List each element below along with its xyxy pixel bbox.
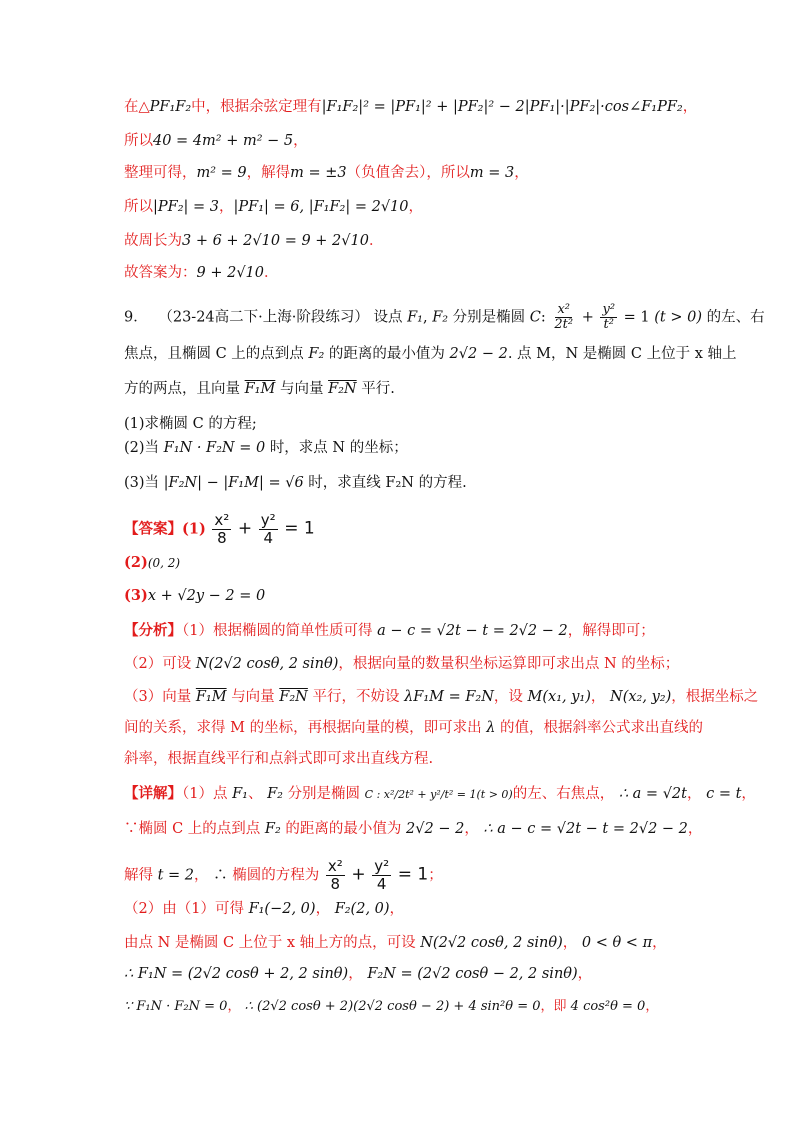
- math-n-param: N(2√2 cosθ, 2 sinθ): [420, 935, 563, 951]
- solution-line: [124, 262, 279, 284]
- fraction-denominator: 4: [263, 529, 273, 547]
- text: ，根据坐标之: [671, 689, 759, 705]
- fraction-denominator: 8: [217, 529, 227, 547]
- text: 椭圆的方程为: [232, 867, 320, 884]
- text: 焦点，且椭圆 C 上的点到点: [124, 346, 304, 362]
- text: ，: [408, 199, 424, 215]
- math-a-minus-c: ∴ a − c = √2t − t = 2√2 − 2: [483, 821, 688, 837]
- detail-line-2: [124, 818, 702, 840]
- math-c-value: c = t: [706, 786, 742, 802]
- question-1: [124, 413, 257, 435]
- text: 中，根据余弦定理有: [191, 99, 322, 115]
- math-a-minus-c: a − c = √2t − t = 2√2 − 2: [377, 623, 568, 639]
- answer-line-1: [124, 512, 315, 547]
- condition: (t > 0): [654, 309, 702, 326]
- detail-line-7: [124, 996, 658, 1018]
- detail-label: 【详解】: [124, 785, 182, 802]
- text: 分别是椭圆: [452, 309, 526, 326]
- math-min-value: 2√2 − 2: [406, 821, 465, 837]
- text: 方的两点，且向量: [124, 381, 240, 397]
- math-ellipse-equation: C : x²/2t² + y²/t² = 1(t > 0): [364, 788, 513, 801]
- answer-fraction-x: [212, 512, 231, 547]
- colon: :: [540, 309, 546, 326]
- text: （1）点: [182, 786, 228, 802]
- math-expression: |F₁F₂|² = |PF₁|² + |PF₂|² − 2|PF₁|·|PF₂|·cos∠F₁PF₂: [321, 99, 683, 115]
- math-t-value: t = 2: [157, 867, 195, 884]
- text: ，: [687, 821, 703, 837]
- fraction-x: [552, 303, 575, 332]
- vector-f1m: F₁M: [244, 381, 276, 397]
- text: 故周长为: [124, 233, 182, 249]
- math-f2: F₂: [264, 821, 281, 837]
- answer-line-3: [124, 585, 265, 607]
- math-theta-range: 0 < θ < π: [581, 935, 653, 951]
- text: 的值，根据斜率公式求出直线的: [500, 720, 703, 736]
- vector-f2n: F₂N: [328, 381, 357, 397]
- text: ，: [686, 786, 702, 802]
- text: ；: [428, 867, 443, 884]
- text: 由点 N 是椭圆 C 上位于 x 轴上方的点，可设: [124, 935, 416, 951]
- text: 的距离的最小值为: [285, 821, 402, 837]
- math-expression: |PF₁| = 6, |F₁F₂| = 2√10: [233, 199, 409, 215]
- math-expression: PF₁F₂: [149, 99, 192, 115]
- text: （2）由（1）可得: [124, 901, 244, 917]
- math-expression: 40 = 4m² + m² − 5: [153, 133, 294, 149]
- text: 故答案为：: [124, 265, 197, 281]
- solution-line: [124, 130, 308, 152]
- solution-line: [124, 196, 423, 218]
- text: 设点: [373, 309, 403, 326]
- fraction-numerator: y²: [260, 511, 276, 529]
- text: 的左、右焦点，: [512, 786, 615, 802]
- problem-9-line-1: 9． （23-24高二下·上海·阶段练习） 设点 F₁, F₂ 分别是椭圆 C: $\frac{\text{x²}}{\text{2t²}}$ + $\frac{\text{y²}}{\text{t²}}$ = 1 (t > 0) 的左、右: [124, 302, 765, 332]
- text: ．: [368, 233, 384, 249]
- detail-line-5: [124, 932, 667, 954]
- text: ，解得即可；: [567, 623, 655, 639]
- text: 与向量: [231, 689, 275, 705]
- math-lambda-symbol: λ: [486, 720, 496, 736]
- text: 平行，不妨设: [312, 689, 400, 705]
- text: 分别是椭圆: [287, 786, 361, 802]
- problem-number: 9．: [124, 309, 148, 326]
- text: 、: [247, 786, 263, 802]
- math-vector-f1n: ∴ F₁N = (2√2 cosθ + 2, 2 sinθ): [124, 966, 349, 982]
- analysis-line-3: [124, 686, 758, 708]
- math-expression: 3 + 6 + 2√10 = 9 + 2√10: [182, 233, 369, 249]
- text: 的左、右: [706, 309, 765, 326]
- problem-source: （23-24高二下·上海·阶段练习）: [158, 309, 369, 326]
- text: ，即: [540, 999, 567, 1014]
- text: (1)求椭圆 C 的方程;: [124, 416, 257, 432]
- vector-f1m: F₁M: [195, 689, 227, 705]
- math-f2-coords: F₂(2, 0): [334, 901, 390, 917]
- detail-fraction-x: [326, 858, 345, 893]
- math-a-value: ∴ a = √2t: [618, 786, 687, 802]
- plus-sign: +: [351, 864, 366, 885]
- question-3: [124, 472, 467, 494]
- therefore-symbol: ∴: [213, 867, 228, 884]
- text: ，设: [493, 689, 523, 705]
- math-f2: F₂: [432, 309, 449, 326]
- detail-line-3: [124, 858, 443, 893]
- fraction-numerator: x²: [557, 302, 571, 317]
- analysis-line-2: [124, 653, 679, 675]
- fraction-denominator: 4: [376, 875, 387, 893]
- answer-2-label: (2): [124, 554, 148, 571]
- math-expression: |PF₂| = 3: [153, 199, 219, 215]
- math-f1-coords: F₁(−2, 0): [248, 901, 316, 917]
- detail-line-4: [124, 898, 404, 920]
- text: ，: [389, 901, 405, 917]
- solution-line: [124, 230, 383, 252]
- fraction-numerator: y²: [602, 302, 616, 317]
- math-expanded-product: ∴ (2√2 cosθ + 2)(2√2 cosθ − 2) + 4 sin²θ = 0: [244, 999, 541, 1014]
- text: ，根据向量的数量积坐标运算即可求出点 N 的坐标；: [338, 656, 680, 672]
- text: ，: [293, 133, 308, 149]
- problem-9-line-3: [124, 378, 395, 400]
- math-expression: m² = 9: [196, 165, 247, 181]
- text: ，: [315, 901, 331, 917]
- text: 在△: [124, 99, 150, 115]
- text: (2)当: [124, 440, 160, 456]
- text: ，: [194, 867, 209, 884]
- text: 解得: [124, 867, 153, 884]
- text: 间的关系，求得 M 的坐标，再根据向量的模，即可求出: [124, 720, 482, 736]
- math-n-coords: N(x₂, y₂): [610, 689, 672, 705]
- fraction-y: [600, 303, 617, 332]
- solution-line: [124, 162, 529, 184]
- solution-line: [124, 96, 697, 118]
- fraction-numerator: x²: [327, 857, 343, 875]
- question-2: [124, 437, 408, 459]
- math-f1: F₁: [232, 786, 248, 802]
- detail-line-6: [124, 963, 592, 985]
- text: ，: [741, 786, 756, 802]
- text: ，: [219, 199, 234, 215]
- text: ∵椭圆 C 上的点到点: [124, 821, 261, 837]
- text: 时，求直线 F₂N 的方程.: [308, 475, 467, 491]
- plus-sign: +: [581, 309, 594, 326]
- text: 整理可得，: [124, 165, 197, 181]
- equals-one: = 1: [284, 518, 315, 539]
- math-f2: F₂: [308, 346, 325, 362]
- text: ，: [562, 935, 578, 951]
- plus-sign: +: [237, 518, 253, 539]
- analysis-label: 【分析】: [124, 622, 182, 639]
- analysis-line-1: [124, 620, 655, 642]
- answer-3-value: x + √2y − 2 = 0: [147, 588, 266, 604]
- text: ，: [514, 165, 529, 181]
- text: （1）根据椭圆的简单性质可得: [182, 623, 373, 639]
- text: 所以: [124, 199, 153, 215]
- detail-line-1: [124, 783, 756, 806]
- fraction-denominator: t²: [603, 317, 614, 332]
- answer-line-2: [124, 552, 180, 574]
- equals-one: = 1: [397, 864, 429, 885]
- text: ，: [227, 999, 241, 1014]
- text: ，: [590, 689, 606, 705]
- problem-9-line-2: [124, 343, 737, 365]
- text: ．: [264, 265, 279, 281]
- answer-label: 【答案】: [124, 520, 182, 538]
- text: ，: [577, 966, 593, 982]
- text: ，: [645, 999, 659, 1014]
- text: ，: [682, 99, 698, 115]
- math-expression: m = ±3: [290, 165, 347, 181]
- math-dot-product: F₁N · F₂N = 0: [163, 440, 266, 456]
- fraction-numerator: x²: [214, 511, 230, 529]
- fraction-denominator: 2t²: [554, 317, 574, 332]
- answer-fraction-y: [259, 512, 278, 547]
- answer-1-label: (1): [182, 520, 206, 538]
- text: 平行.: [361, 381, 395, 397]
- math-magnitude: |F₂N| − |F₁M| = √6: [163, 475, 304, 491]
- fraction-denominator: 8: [330, 875, 341, 893]
- text: ，解得: [246, 165, 291, 181]
- math-expression: 9 + 2√10: [196, 265, 265, 281]
- text: 所以: [124, 133, 153, 149]
- text: 时，求点 N 的坐标；: [269, 440, 408, 456]
- analysis-line-4: [124, 717, 703, 739]
- math-expression: m = 3: [469, 165, 515, 181]
- detail-fraction-y: [372, 858, 391, 893]
- math-m-coords: M(x₁, y₁): [527, 689, 591, 705]
- text: 斜率，根据直线平行和点斜式即可求出直线方程.: [124, 751, 434, 767]
- math-c: C: [529, 309, 541, 326]
- math-min-value: 2√2 − 2: [449, 346, 508, 362]
- answer-2-value: (0, 2): [147, 556, 181, 570]
- text: 的距离的最小值为: [328, 346, 445, 362]
- math-lambda: λF₁M = F₂N: [404, 689, 494, 705]
- math-vector-f2n: F₂N = (2√2 cosθ − 2, 2 sinθ): [367, 966, 578, 982]
- fraction-numerator: y²: [374, 857, 390, 875]
- math-n-param: N(2√2 cosθ, 2 sinθ): [195, 656, 339, 672]
- math-f1: F₁: [407, 309, 423, 326]
- text: （2）可设: [124, 656, 192, 672]
- math-f2: F₂: [267, 786, 283, 802]
- text: 与向量: [279, 381, 324, 397]
- analysis-line-5: [124, 748, 433, 770]
- vector-f2n: F₂N: [279, 689, 308, 705]
- math-cos-squared: 4 cos²θ = 0: [570, 999, 646, 1014]
- text: ，: [652, 935, 667, 951]
- text: （负值舍去），所以: [346, 165, 470, 181]
- text: ，: [464, 821, 479, 837]
- equals-one: = 1: [623, 309, 650, 326]
- math-dot-zero: ∵ F₁N · F₂N = 0: [124, 999, 228, 1014]
- text: . 点 M，N 是椭圆 C 上位于 x 轴上: [507, 346, 737, 362]
- text: (3)当: [124, 475, 160, 491]
- text: （3）向量: [124, 689, 192, 705]
- text: ，: [348, 966, 363, 982]
- answer-3-label: (3): [124, 587, 148, 604]
